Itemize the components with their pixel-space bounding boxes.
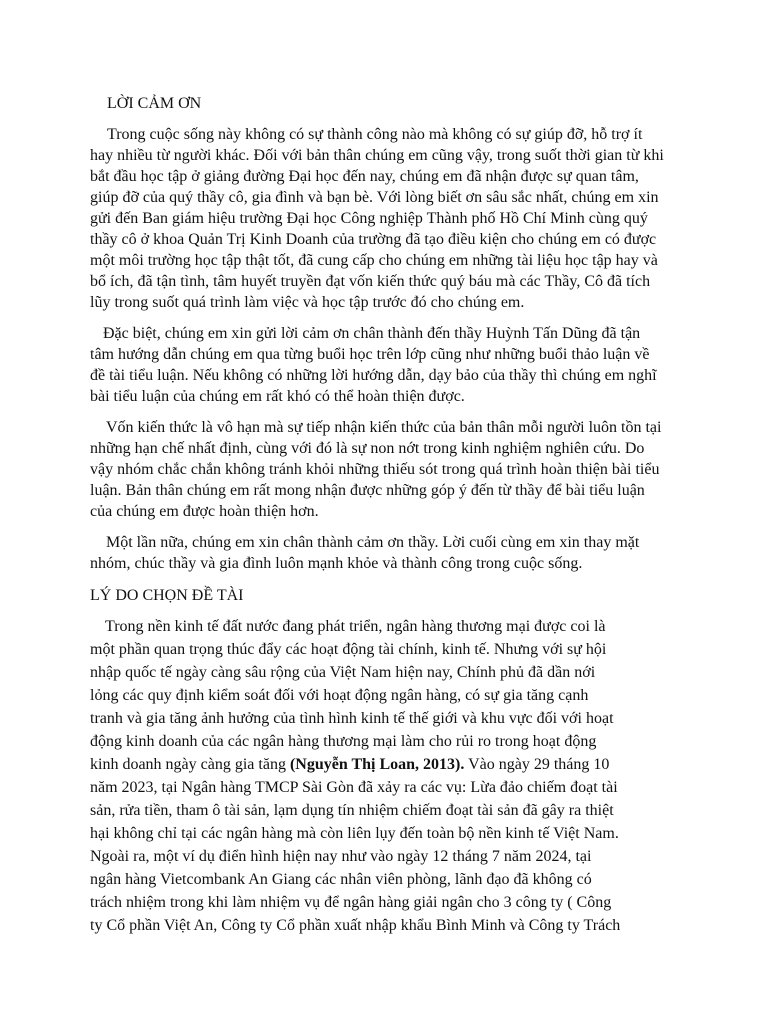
reason-line: một phần quan trọng thúc đẩy các hoạt động tài chính, kinh tế. Nhưng với sự hội [90,641,607,658]
reason-line: trách nhiệm trong khi làm nhiệm vụ để ngân hàng giải ngân cho 3 công ty ( Công [90,894,612,911]
citation-line-before: kinh doanh ngày càng gia tăng [90,756,290,773]
reason-citation-line [90,755,609,776]
reason-line: Ngoài ra, một ví dụ điển hình hiện nay như vào ngày 12 tháng 7 năm 2024, tại [90,848,592,865]
paragraph-line: luận. Bản thân chúng em rất mong nhận được những góp ý đến từ thầy để bài tiểu luận [90,482,645,499]
paragraph-line: nhóm, chúc thầy và gia đình luôn mạnh khỏe và thành công trong cuộc sống. [90,555,583,572]
paragraph-line: giúp đỡ của quý thầy cô, gia đình và bạn bè. Với lòng biết ơn sâu sắc nhất, chúng em xin [90,189,659,206]
acknowledgement-heading: LỜI CẢM ƠN [107,95,202,112]
paragraph-line: bổ ích, đã tận tình, tâm huyết truyền đạt vốn kiến thức quý báu mà các Thầy, Cô đã tích [90,273,651,290]
paragraph-line: những hạn chế nhất định, cùng với đó là sự non nớt trong kinh nghiệm nghiên cứu. Do [90,440,645,457]
reason-line: tranh và gia tăng ảnh hưởng của tình hình kinh tế thế giới và khu vực đối với hoạt [90,710,614,727]
reason-line: sản, rửa tiền, tham ô tài sản, lạm dụng tín nhiệm chiếm đoạt tài sản đã gây ra thiệt [90,802,614,819]
paragraph-line: bắt đầu học tập ở giảng đường Đại học đến nay, chúng em đã nhận được sự quan tâm, [90,168,639,185]
citation-reference: (Nguyễn Thị Loan, 2013). [289,756,465,773]
reason-line: ngân hàng Vietcombank An Giang các nhân viên phòng, lãnh đạo đã không có [90,871,592,888]
paragraph-line: hay nhiều từ người khác. Đối với bản thân chúng em cũng vậy, trong suốt thời gian từ khi [90,147,664,164]
paragraph-line: vậy nhóm chắc chắn không tránh khỏi những thiếu sót trong quá trình hoàn thiện bài tiểu [90,461,660,478]
reason-heading: LÝ DO CHỌN ĐỀ TÀI [90,587,244,604]
paragraph-line: bài tiểu luận của chúng em rất khó có thể hoàn thiện được. [90,388,465,405]
reason-line: động kinh doanh của các ngân hàng thương mại làm cho rủi ro trong hoạt động [90,733,597,750]
reason-line: nhập quốc tế ngày càng sâu rộng của Việt Nam hiện nay, Chính phủ đã dần nới [90,664,596,681]
paragraph-line: Một lần nữa, chúng em xin chân thành cảm ơn thầy. Lời cuối cùng em xin thay mặt [106,534,640,551]
reason-line: năm 2023, tại Ngân hàng TMCP Sài Gòn đã xảy ra các vụ: Lừa đảo chiếm đoạt tài [90,779,618,796]
reason-line: ty Cổ phần Việt An, Công ty Cổ phần xuất nhập khẩu Bình Minh và Công ty Trách [90,917,621,934]
paragraph-line: Trong cuộc sống này không có sự thành công nào mà không có sự giúp đỡ, hỗ trợ ít [107,126,643,143]
paragraph-line: Vốn kiến thức là vô hạn mà sự tiếp nhận kiến thức của bản thân mỗi người luôn tồn tại [106,419,662,436]
paragraph-line: Đặc biệt, chúng em xin gửi lời cảm ơn chân thành đến thầy Huỳnh Tấn Dũng đã tận [103,325,641,342]
reason-line: hại không chỉ tại các ngân hàng mà còn liên lụy đến toàn bộ nền kinh tế Việt Nam. [90,825,619,842]
paragraph-line: thầy cô ở khoa Quản Trị Kinh Doanh của trường đã tạo điều kiện cho chúng em có được [90,231,657,248]
paragraph-line: của chúng em được hoàn thiện hơn. [90,503,319,520]
paragraph-line: một môi trường học tập thật tốt, đã cung cấp cho chúng em những tài liệu học tập hay và [90,252,658,269]
paragraph-line: tâm hướng dẫn chúng em qua từng buổi học trên lớp cũng như những buổi thảo luận về [90,346,650,363]
paragraph-line: lũy trong suốt quá trình làm việc và học tập trước đó cho chúng em. [90,294,525,311]
paragraph-line: đề tài tiểu luận. Nếu không có những lời hướng dẫn, dạy bảo của thầy thì chúng em nghĩ [90,367,657,384]
citation-line-after: Vào ngày 29 tháng 10 [464,756,610,773]
reason-line: lỏng các quy định kiểm soát đối với hoạt động ngân hàng, có sự gia tăng cạnh [90,687,589,704]
paragraph-line: gửi đến Ban giám hiệu trường Đại học Công nghiệp Thành phố Hồ Chí Minh cùng quý [90,210,648,227]
reason-line: Trong nền kinh tế đất nước đang phát triển, ngân hàng thương mại được coi là [105,618,606,635]
